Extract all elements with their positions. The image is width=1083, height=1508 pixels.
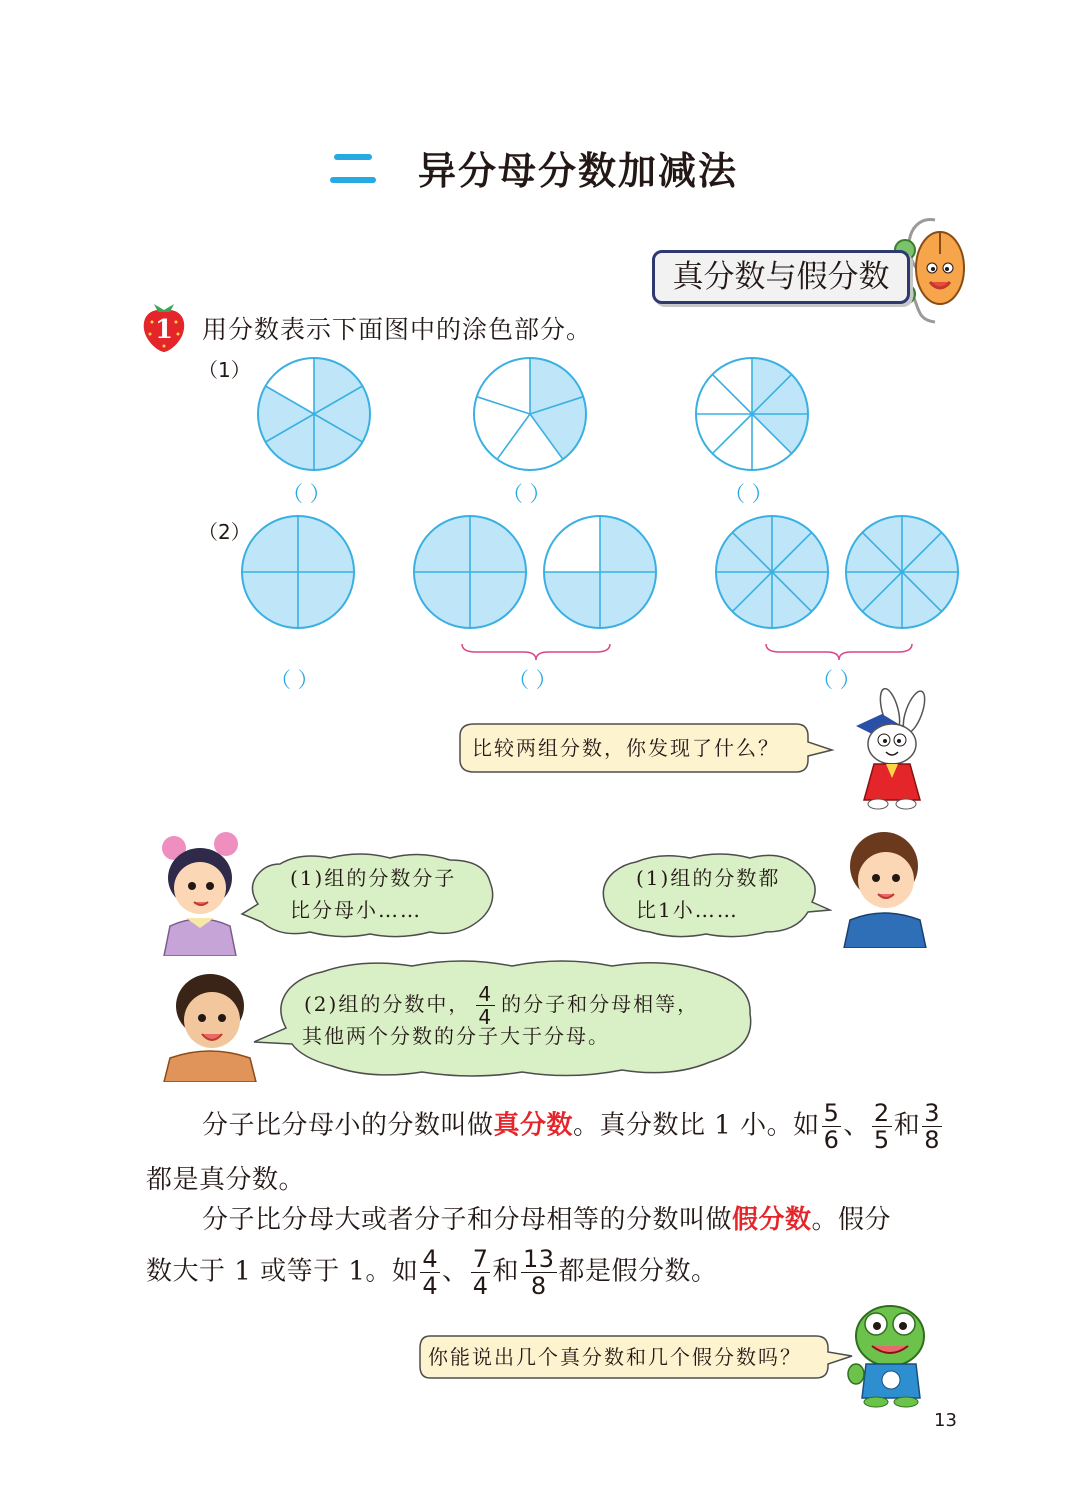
improper-def-text-b: 。假分 bbox=[811, 1205, 892, 1235]
fraction-denominator: 5 bbox=[873, 1126, 890, 1154]
improper-example-1 bbox=[420, 1246, 440, 1299]
improper-definition-line-1 bbox=[202, 1198, 891, 1242]
separator: 、 bbox=[843, 1110, 870, 1141]
fraction-numerator: 2 bbox=[873, 1099, 890, 1127]
fraction-circle-2-3-1 bbox=[716, 516, 828, 628]
fraction-circle-2-2-2 bbox=[544, 516, 656, 628]
fraction-denominator: 4 bbox=[472, 1272, 489, 1300]
fraction-circle-1-1 bbox=[258, 358, 370, 470]
proper-fraction-term: 真分数 bbox=[493, 1110, 574, 1141]
improper-def-text-d: 都是假分数。 bbox=[558, 1256, 718, 1287]
frog-mascot-icon bbox=[846, 1298, 936, 1408]
boy-speech-line-1: (1)组的分数都 bbox=[636, 866, 781, 890]
part-2-label: （2） bbox=[198, 520, 251, 544]
boy2-speech-line-2: 其他两个分数的分子大于分母。 bbox=[302, 1024, 610, 1048]
boy-speech-line-2: 比1小…… bbox=[636, 898, 739, 922]
part-1-label: （1） bbox=[198, 358, 251, 382]
and-word: 和 bbox=[893, 1110, 921, 1141]
frog-speech-text: 你能说出几个真分数和几个假分数吗？ bbox=[428, 1345, 802, 1369]
girl-student-icon bbox=[154, 828, 246, 956]
fraction-denominator: 8 bbox=[924, 1126, 940, 1154]
fraction-numerator: 4 bbox=[422, 1245, 439, 1273]
proper-definition-line-2: 都是真分数。 bbox=[146, 1165, 306, 1195]
rabbit-teacher-icon bbox=[852, 688, 942, 810]
rabbit-speech-text: 比较两组分数，你发现了什么？ bbox=[472, 736, 780, 760]
boy2-speech-part-2: 的分子和分母相等， bbox=[501, 992, 700, 1016]
answer-blank-4[interactable]: （ ） bbox=[270, 668, 319, 692]
fraction-denominator: 4 bbox=[478, 1005, 494, 1029]
fraction-numerator: 4 bbox=[478, 982, 494, 1006]
fraction-numerator: 7 bbox=[472, 1245, 489, 1273]
proper-definition-line-1 bbox=[202, 1100, 944, 1153]
proper-example-1 bbox=[822, 1100, 842, 1153]
answer-blank-3[interactable]: （ ） bbox=[724, 482, 773, 506]
fraction-circle-1-3 bbox=[696, 358, 808, 470]
improper-example-3 bbox=[521, 1246, 557, 1299]
fraction-circle-2-3-2 bbox=[846, 516, 958, 628]
proper-def-text-b: 。真分数比 1 小。如 bbox=[573, 1110, 820, 1141]
group-brace-2 bbox=[462, 644, 610, 660]
proper-example-3 bbox=[922, 1100, 942, 1153]
improper-example-2 bbox=[471, 1246, 491, 1299]
unit-title: 异分母分数加减法 bbox=[418, 149, 739, 193]
fraction-circle-1-2 bbox=[474, 358, 586, 470]
section-title: 真分数与假分数 bbox=[672, 259, 890, 295]
group-brace-3 bbox=[766, 644, 912, 660]
problem-number: 1 bbox=[154, 315, 174, 345]
problem-instruction: 用分数表示下面图中的涂色部分。 bbox=[202, 315, 593, 344]
improper-definition-line-2 bbox=[146, 1246, 718, 1299]
boy2-student-icon bbox=[160, 970, 260, 1082]
fraction-denominator: 4 bbox=[422, 1272, 439, 1300]
boy-student-icon bbox=[836, 824, 932, 948]
improper-fraction-term: 假分数 bbox=[732, 1205, 812, 1235]
fraction-numerator: 3 bbox=[924, 1099, 940, 1127]
girl-speech-line-1: (1)组的分数分子 bbox=[290, 866, 457, 890]
fraction-numerator: 5 bbox=[823, 1099, 840, 1127]
answer-blank-6[interactable]: （ ） bbox=[812, 668, 861, 692]
fraction-circles bbox=[0, 0, 1083, 700]
proper-def-text-a: 分子比分母小的分数叫做 bbox=[202, 1110, 494, 1141]
boy2-speech-part-1: (2)组的分数中， bbox=[304, 992, 471, 1016]
answer-blank-1[interactable]: （ ） bbox=[282, 482, 331, 506]
fraction-circle-2-2-1 bbox=[414, 516, 526, 628]
proper-example-2 bbox=[872, 1100, 892, 1153]
fraction-denominator: 8 bbox=[530, 1272, 547, 1300]
page-number: 13 bbox=[934, 1410, 957, 1431]
improper-def-text-c: 数大于 1 或等于 1。如 bbox=[146, 1256, 419, 1287]
fraction-circle-2-1-1 bbox=[242, 516, 354, 628]
separator: 、 bbox=[442, 1256, 469, 1287]
fraction-numerator: 13 bbox=[522, 1245, 555, 1273]
answer-blank-2[interactable]: （ ） bbox=[502, 482, 551, 506]
girl-speech-line-2: 比分母小…… bbox=[290, 898, 422, 922]
improper-def-text-a: 分子比分母大或者分子和分母相等的分数叫做 bbox=[202, 1205, 733, 1235]
answer-blank-5[interactable]: （ ） bbox=[508, 668, 557, 692]
fraction-denominator: 6 bbox=[823, 1126, 840, 1154]
and-word: 和 bbox=[492, 1256, 519, 1287]
